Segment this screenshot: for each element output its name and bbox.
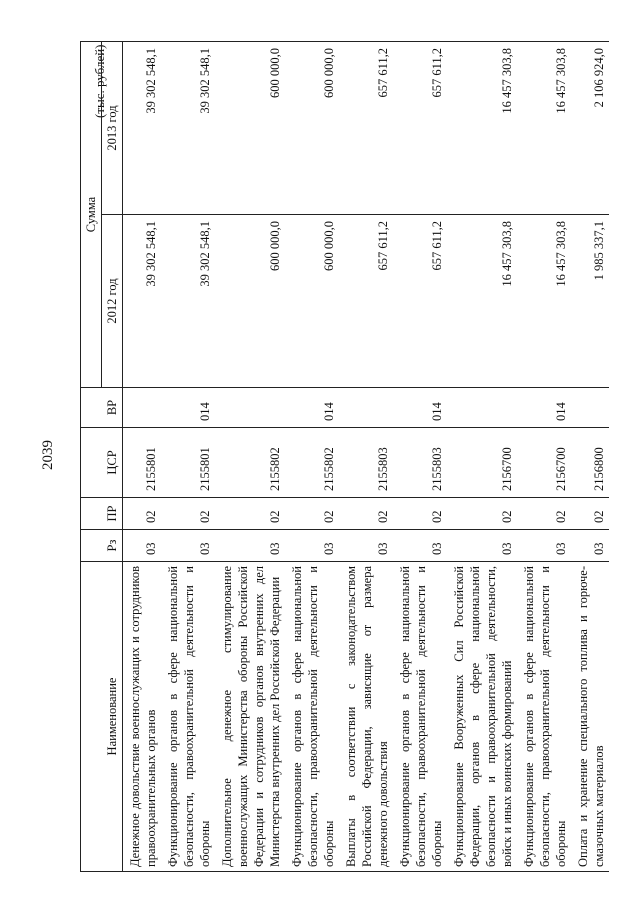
row-csr: 2155802 xyxy=(285,428,339,498)
row-name: Функционирование органов в сфере национальной безопасности, правоохранительной деятельности и обороны xyxy=(285,562,339,872)
row-vr: 014 xyxy=(161,388,215,428)
row-2012: 39 302 548,1 xyxy=(123,215,162,388)
row-2012: 16 457 303,8 xyxy=(447,215,517,388)
page-number: 2039 xyxy=(40,440,56,470)
header-name: Наименование xyxy=(81,562,123,872)
row-name: Денежное довольствие военнослужащих и сотрудников правоохранительных органов xyxy=(123,562,162,872)
row-pr: 02 xyxy=(393,498,447,530)
row-pr: 02 xyxy=(123,498,162,530)
table-row xyxy=(571,42,609,872)
row-vr: 014 xyxy=(517,388,571,428)
row-rz: 03 xyxy=(161,530,215,562)
row-name: Функционирование органов в сфере национальной безопасности, правоохранительной деятельности и обороны xyxy=(393,562,447,872)
row-name: Выплаты в соответствии с законодательством Российской Федерации, зависящие от размера денежного довольствия xyxy=(339,562,393,872)
row-vr: 014 xyxy=(285,388,339,428)
row-rz: 03 xyxy=(393,530,447,562)
row-pr: 02 xyxy=(571,498,609,530)
header-vr: ВР xyxy=(81,388,123,428)
row-vr xyxy=(123,388,162,428)
table-row xyxy=(161,42,215,872)
row-rz: 03 xyxy=(123,530,162,562)
row-vr xyxy=(339,388,393,428)
row-name: Функционирование органов в сфере национальной безопасности, правоохранительной деятельности и обороны xyxy=(517,562,571,872)
header-rz: Рз xyxy=(81,530,123,562)
row-2013: 39 302 548,1 xyxy=(123,42,162,215)
row-rz: 03 xyxy=(215,530,285,562)
row-vr xyxy=(215,388,285,428)
row-2013: 600 000,0 xyxy=(215,42,285,215)
header-csr: ЦСР xyxy=(81,428,123,498)
row-2013: 39 302 548,1 xyxy=(161,42,215,215)
row-csr: 2155802 xyxy=(215,428,285,498)
budget-table xyxy=(80,41,609,872)
row-csr: 2156700 xyxy=(447,428,517,498)
table-row xyxy=(339,42,393,872)
row-rz: 03 xyxy=(285,530,339,562)
table-row xyxy=(447,42,517,872)
row-2012: 600 000,0 xyxy=(285,215,339,388)
row-2013: 657 611,2 xyxy=(393,42,447,215)
row-csr: 2155801 xyxy=(161,428,215,498)
row-pr: 02 xyxy=(161,498,215,530)
row-pr: 02 xyxy=(339,498,393,530)
row-rz: 03 xyxy=(339,530,393,562)
row-csr: 2155801 xyxy=(123,428,162,498)
row-name: Функционирование органов в сфере национальной безопасности, правоохранительной деятельности и обороны xyxy=(161,562,215,872)
rotated-page xyxy=(80,42,606,872)
row-2013: 600 000,0 xyxy=(285,42,339,215)
row-vr xyxy=(571,388,609,428)
header-2012: 2012 год xyxy=(102,215,123,388)
row-2013: 657 611,2 xyxy=(339,42,393,215)
row-name: Оплата и хранение специального топлива и горюче-смазочных материалов xyxy=(571,562,609,872)
row-2012: 1 985 337,1 xyxy=(571,215,609,388)
row-2013: 16 457 303,8 xyxy=(517,42,571,215)
table-row xyxy=(123,42,162,872)
row-csr: 2156700 xyxy=(517,428,571,498)
table-body xyxy=(123,42,610,872)
header-row-1 xyxy=(81,42,102,872)
header-sum: Сумма xyxy=(81,42,102,388)
row-name: Дополнительное денежное стимулирование военнослужащих Министерства обороны Российской Федерации и сотрудников органов внутренних дел Министерства внутренних дел Российской Федерации xyxy=(215,562,285,872)
units-note: (тыс. рублей) xyxy=(92,44,107,118)
row-rz: 03 xyxy=(517,530,571,562)
row-2012: 39 302 548,1 xyxy=(161,215,215,388)
row-2012: 600 000,0 xyxy=(215,215,285,388)
header-pr: ПР xyxy=(81,498,123,530)
row-csr: 2156800 xyxy=(571,428,609,498)
row-pr: 02 xyxy=(517,498,571,530)
row-csr: 2155803 xyxy=(339,428,393,498)
table-row xyxy=(285,42,339,872)
row-pr: 02 xyxy=(215,498,285,530)
row-vr: 014 xyxy=(393,388,447,428)
row-rz: 03 xyxy=(571,530,609,562)
row-name: Функционирование Вооруженных Сил Российской Федерации, органов в сфере национальной безопасности и правоохранительной деятельности, войск и иных воинских формирований xyxy=(447,562,517,872)
header-2013: 2013 год xyxy=(102,42,123,215)
row-2012: 657 611,2 xyxy=(339,215,393,388)
row-pr: 02 xyxy=(285,498,339,530)
row-2012: 16 457 303,8 xyxy=(517,215,571,388)
row-2012: 657 611,2 xyxy=(393,215,447,388)
row-vr xyxy=(447,388,517,428)
table-row xyxy=(393,42,447,872)
row-2013: 2 106 924,0 xyxy=(571,42,609,215)
table-row xyxy=(517,42,571,872)
row-rz: 03 xyxy=(447,530,517,562)
row-pr: 02 xyxy=(447,498,517,530)
row-csr: 2155803 xyxy=(393,428,447,498)
table-row xyxy=(215,42,285,872)
row-2013: 16 457 303,8 xyxy=(447,42,517,215)
